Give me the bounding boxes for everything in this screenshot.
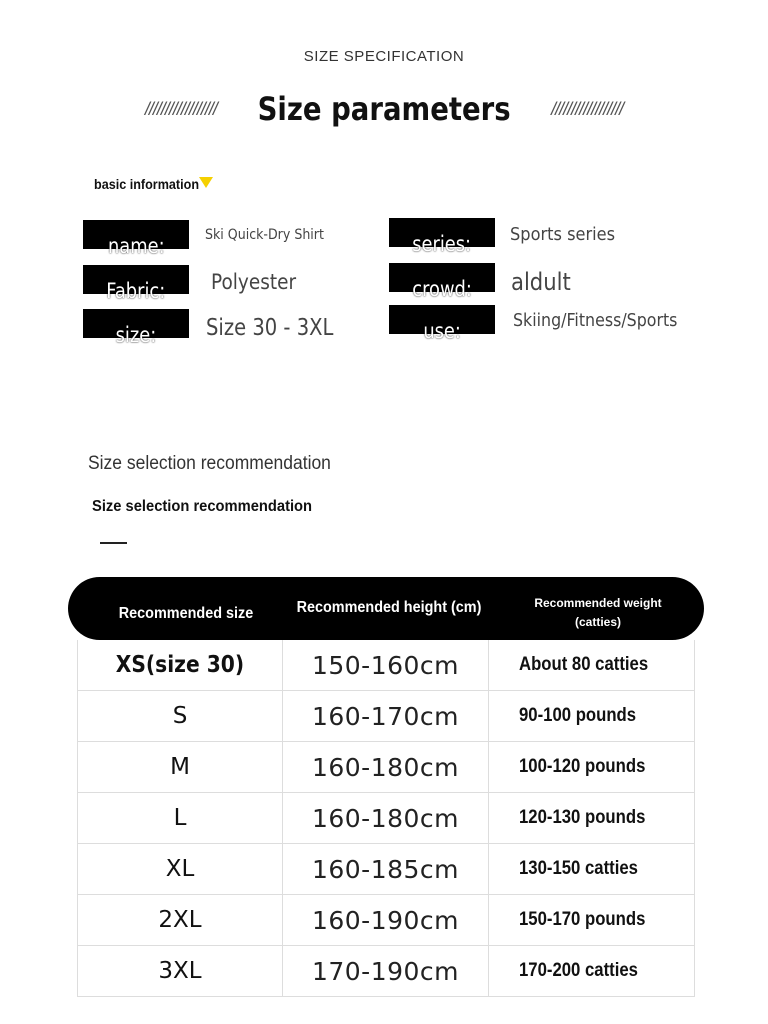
basic-info-heading: basic information (94, 176, 200, 192)
field-value-crowd: aldult (511, 268, 571, 296)
decorative-slashes-left: ////////////////// (144, 98, 217, 119)
size-section-caption: Size selection recommendation (88, 453, 331, 474)
cell-weight: 120-130 pounds (519, 807, 646, 828)
cell-height: 160-180cm (283, 742, 489, 792)
header-size: Recommended size (118, 605, 254, 622)
cell-size: 3XL (78, 946, 283, 996)
cell-size: M (78, 742, 283, 792)
cell-height: 150-160cm (283, 640, 489, 690)
header-height: Recommended height (cm) (296, 599, 482, 616)
size-section-title: Size selection recommendation (92, 498, 313, 515)
table-row (78, 742, 694, 793)
field-value-series: Sports series (510, 224, 616, 245)
triangle-down-icon (199, 177, 213, 188)
cell-weight: 150-170 pounds (519, 909, 646, 930)
field-label-fabric: Fabric: (83, 265, 189, 294)
table-row (78, 691, 694, 742)
cell-height: 160-185cm (283, 844, 489, 894)
field-label-use: use: (389, 305, 495, 334)
header-weight (506, 594, 690, 632)
field-label-series: series: (389, 218, 495, 247)
cell-height: 170-190cm (283, 946, 489, 996)
cell-weight: 100-120 pounds (519, 756, 646, 777)
field-value-use: Skiing/Fitness/Sports (513, 310, 678, 331)
cell-height: 160-190cm (283, 895, 489, 945)
section-caption: SIZE SPECIFICATION (303, 48, 465, 65)
field-label-size: size: (83, 309, 189, 338)
cell-weight: 130-150 catties (519, 858, 638, 879)
cell-height: 160-180cm (283, 793, 489, 843)
table-row (78, 793, 694, 844)
cell-size: XL (78, 844, 283, 894)
page-title: Size parameters (257, 90, 511, 128)
cell-height: 160-170cm (283, 691, 489, 741)
divider (100, 542, 127, 544)
table-row (78, 844, 694, 895)
field-label-crowd: crowd: (389, 263, 495, 292)
table-row (78, 946, 694, 997)
table-row (78, 895, 694, 946)
size-table-header (68, 577, 704, 640)
field-value-name: Ski Quick-Dry Shirt (205, 227, 324, 243)
field-value-size: Size 30 - 3XL (206, 315, 334, 341)
field-label-name: name: (83, 220, 189, 249)
cell-size: XS(size 30) (78, 640, 283, 690)
cell-weight: 90-100 pounds (519, 705, 637, 726)
header-weight-line2: (catties) (574, 615, 621, 629)
cell-size: 2XL (78, 895, 283, 945)
cell-size: L (78, 793, 283, 843)
cell-size: S (78, 691, 283, 741)
title-row (0, 84, 768, 134)
cell-weight: About 80 catties (519, 654, 649, 675)
header-weight-line1: Recommended weight (534, 596, 662, 610)
cell-weight: 170-200 catties (519, 960, 638, 981)
size-table (77, 640, 695, 997)
field-value-fabric: Polyester (211, 270, 297, 294)
table-row (78, 640, 694, 691)
decorative-slashes-right: ////////////////// (551, 98, 624, 119)
